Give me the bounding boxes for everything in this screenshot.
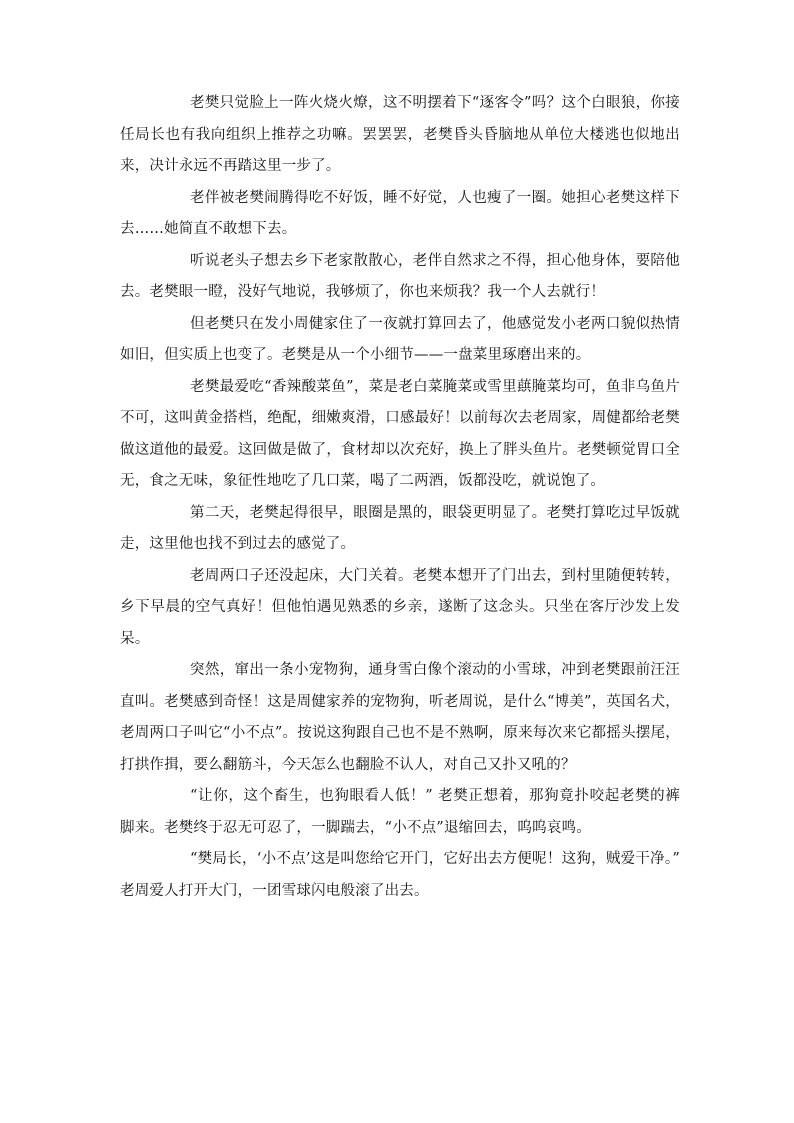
paragraph: 老樊只觉脸上一阵火烧火燎，这不明摆着下“逐客令”吗？这个白眼狼，你接任局长也有我向组织上推荐之功嘛。罢罢罢，老樊昏头昏脑地从单位大楼逃也似地出来，决计永远不再踏这里一步了。 bbox=[120, 95, 680, 174]
paragraph: 但老樊只在发小周健家住了一夜就打算回去了，他感觉发小老两口貌似热情如旧，但实质上也变了。老樊是从一个小细节——一盘菜里琢磨出来的。 bbox=[120, 315, 680, 363]
paragraph: 听说老头子想去乡下老家散散心，老伴自然求之不得，担心他身体，要陪他去。老樊眼一瞪，没好气地说，我够烦了，你也来烦我？我一个人去就行！ bbox=[120, 252, 680, 300]
paragraph: “樊局长，‘小不点’这是叫您给它开门，它好出去方便呢！这狗，贼爱干净。” 老周爱人打开大门，一团雪球闪电般滚了出去。 bbox=[120, 851, 680, 899]
paragraph: 老樊最爱吃“香辣酸菜鱼”，菜是老白菜腌菜或雪里蕻腌菜均可，鱼非乌鱼片不可，这叫黄金搭档，绝配，细嫩爽滑，口感最好！以前每次去老周家，周健都给老樊做这道他的最爱。这回做是做了，食材却以次充好，换上了胖头鱼片。老樊顿觉胃口全无，食之无味，象征性地吃了几口菜，喝了二两酒，饭都没吃，就说饱了。 bbox=[120, 378, 680, 489]
paragraph: 第二天，老樊起得很早，眼圈是黑的，眼袋更明显了。老樊打算吃过早饭就走，这里他也找不到过去的感觉了。 bbox=[120, 504, 680, 552]
paragraph: 突然，窜出一条小宠物狗，通身雪白像个滚动的小雪球，冲到老樊跟前汪汪直叫。老樊感到奇怪！这是周健家养的宠物狗，听老周说，是什么“博美”，英国名犬，老周两口子叫它“小不点”。按说这狗跟自己也不是不熟啊，原来每次来它都摇头摆尾，打拱作揖，要么翻筋斗，今天怎么也翻脸不认人，对自己又扑又吼的？ bbox=[120, 662, 680, 773]
paragraph: 老伴被老樊闹腾得吃不好饭，睡不好觉，人也瘦了一圈。她担心老樊这样下去……她简直不敢想下去。 bbox=[120, 189, 680, 237]
story-text bbox=[120, 88, 680, 907]
paragraph: “让你，这个畜生，也狗眼看人低！” 老樊正想着，那狗竟扑咬起老樊的裤脚来。老樊终于忍无可忍了，一脚踹去，“小不点”退缩回去，呜呜哀鸣。 bbox=[120, 788, 680, 836]
paragraph: 老周两口子还没起床，大门关着。老樊本想开了门出去，到村里随便转转，乡下早晨的空气真好！但他怕遇见熟悉的乡亲，遂断了这念头。只坐在客厅沙发上发呆。 bbox=[120, 567, 680, 647]
